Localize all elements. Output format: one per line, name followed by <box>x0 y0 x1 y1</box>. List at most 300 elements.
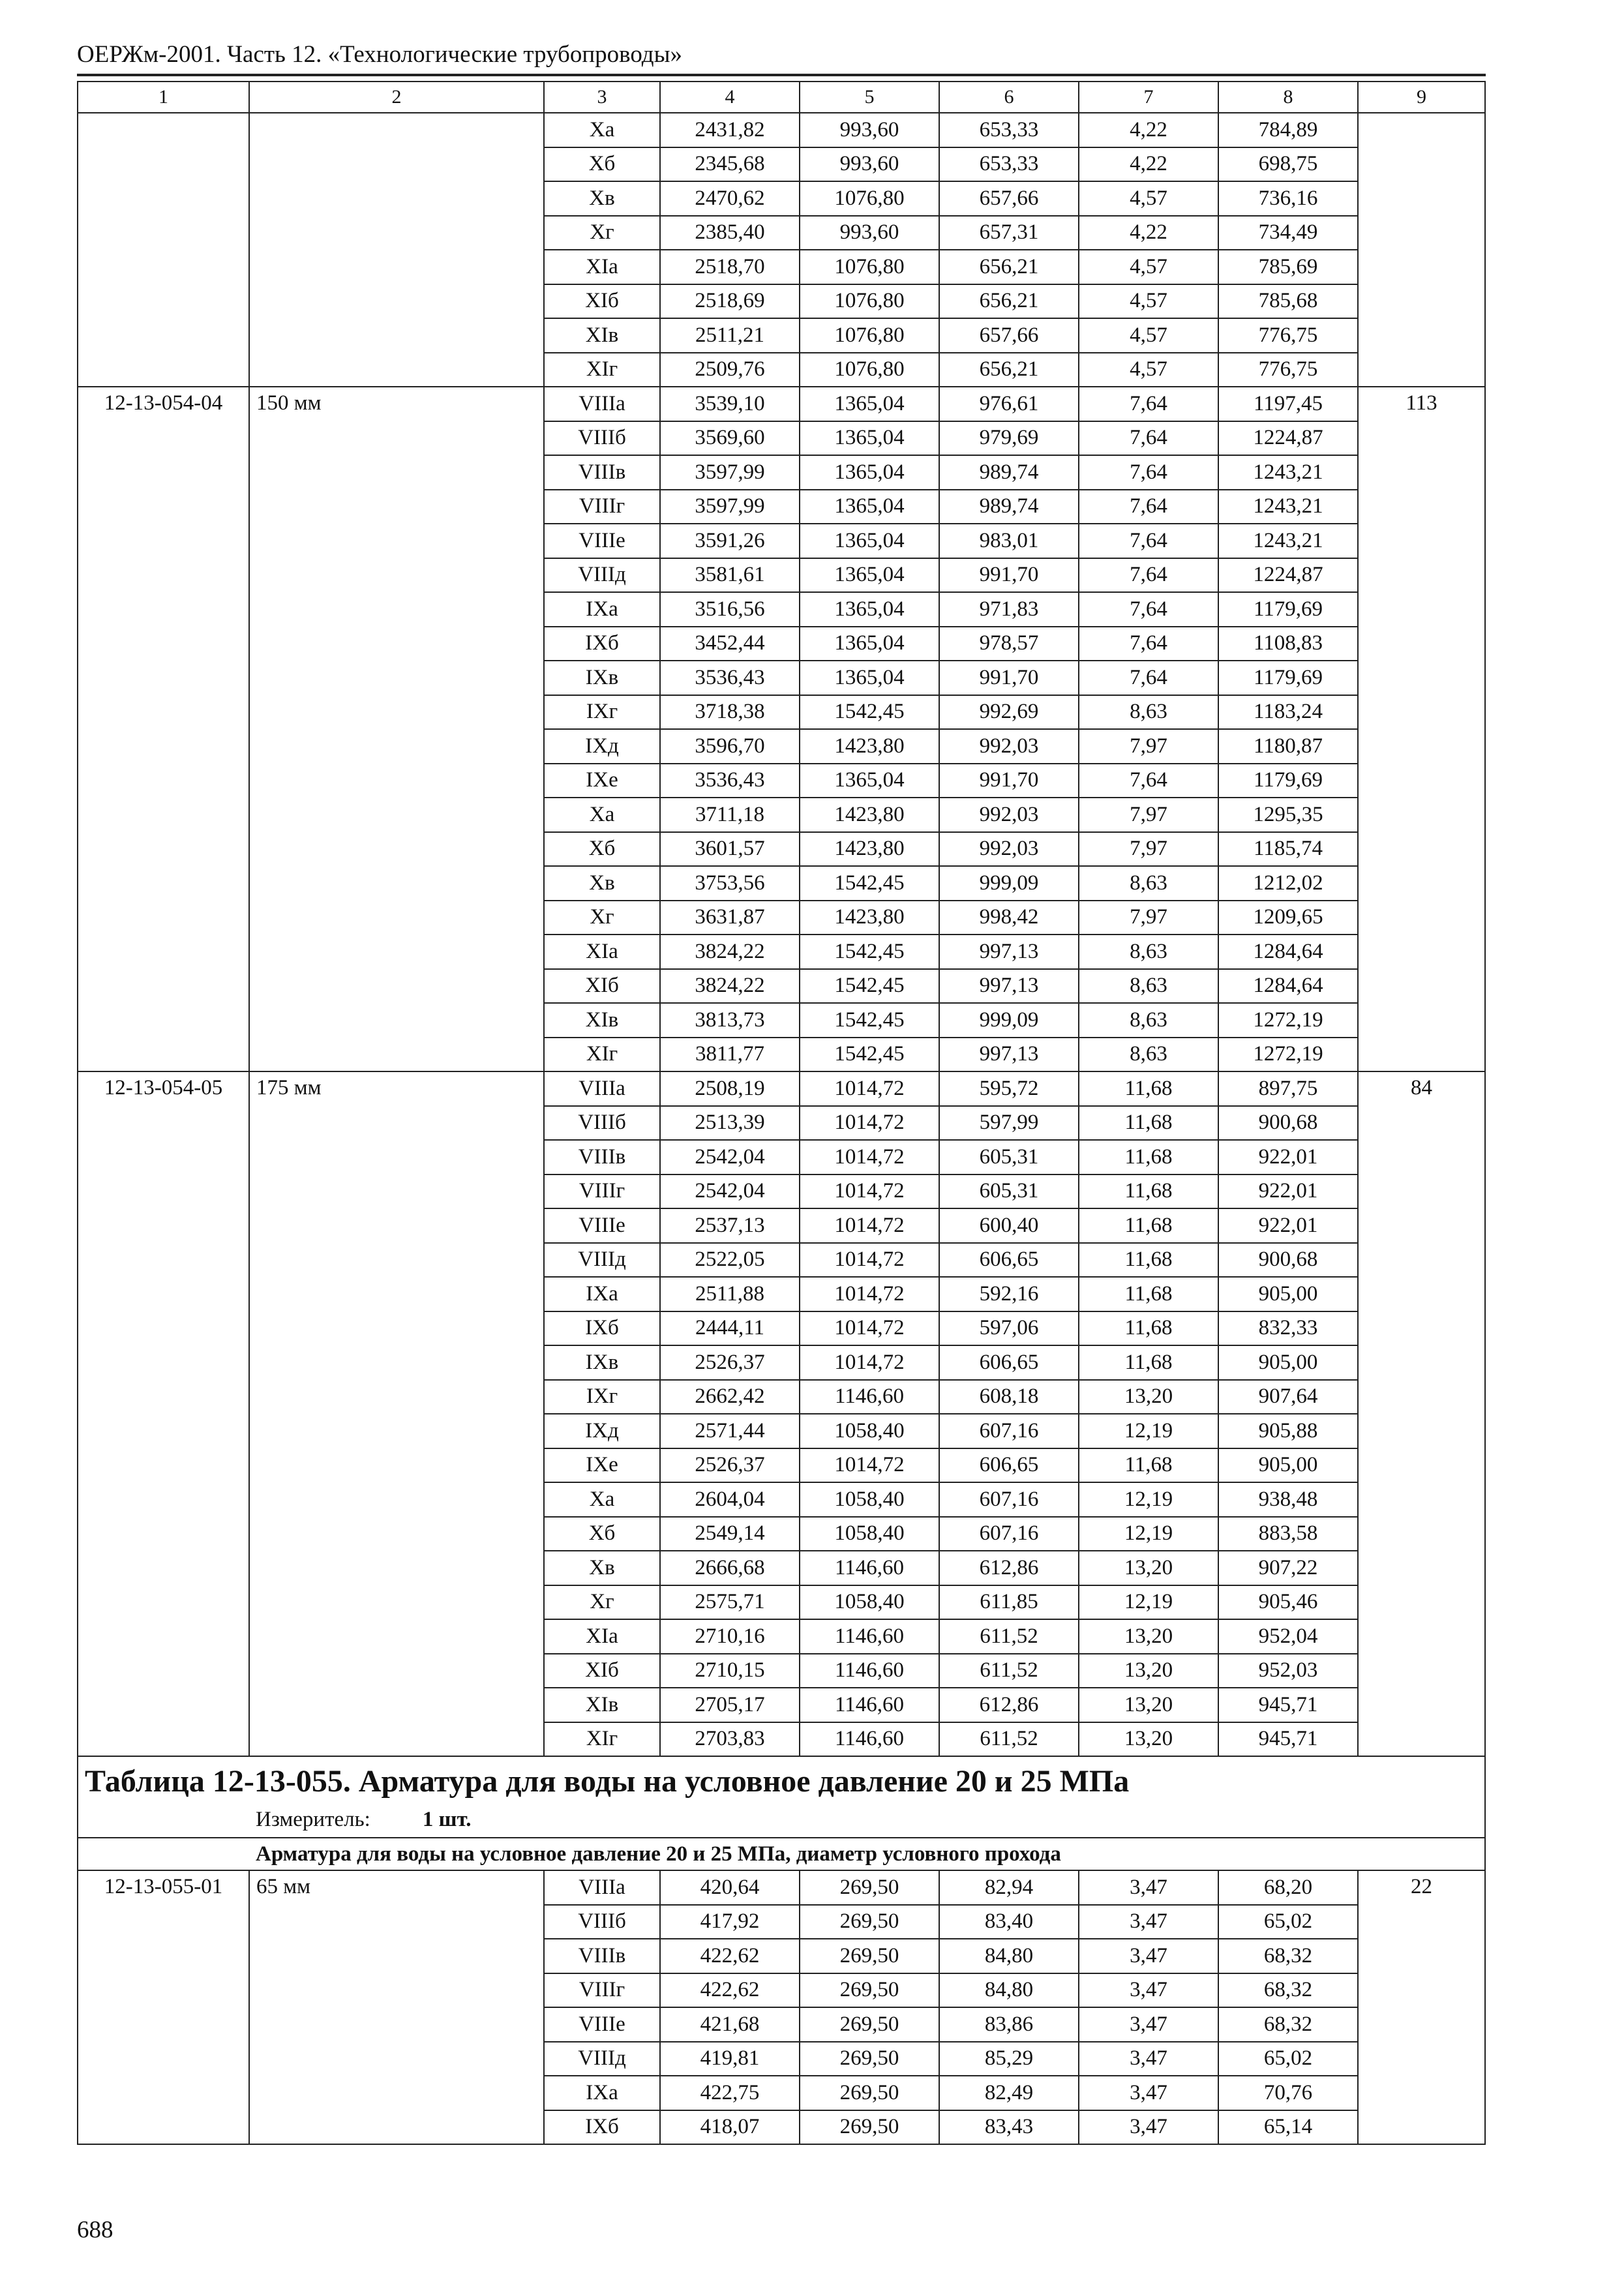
zone-cell: IXб <box>544 2110 660 2145</box>
rates-table <box>77 81 1486 2145</box>
value-cell: 11,68 <box>1079 1243 1218 1278</box>
value-cell: 7,64 <box>1079 592 1218 627</box>
value-cell: 1058,40 <box>800 1585 939 1620</box>
measure-label: Измеритель: <box>256 1808 370 1831</box>
column-number: 6 <box>939 82 1079 113</box>
value-cell: 85,29 <box>939 2042 1079 2076</box>
measure-value: 1 шт. <box>422 1808 472 1831</box>
rate-code: 12-13-054-05 <box>78 1071 249 1756</box>
value-cell: 611,52 <box>939 1619 1079 1654</box>
value-cell: 422,75 <box>660 2076 800 2110</box>
value-cell: 7,64 <box>1079 627 1218 661</box>
value-cell: 3539,10 <box>660 387 800 421</box>
value-cell: 1272,19 <box>1218 1038 1358 1072</box>
value-cell: 7,64 <box>1079 661 1218 695</box>
value-cell: 922,01 <box>1218 1174 1358 1209</box>
value-cell: 2662,42 <box>660 1380 800 1414</box>
page-header-title: ОЕРЖм-2001. Часть 12. «Технологические трубопроводы» <box>77 41 682 68</box>
value-cell: 8,63 <box>1079 866 1218 901</box>
zone-cell: XIб <box>544 969 660 1004</box>
value-cell: 1076,80 <box>800 181 939 216</box>
value-cell: 897,75 <box>1218 1071 1358 1106</box>
value-cell: 2511,21 <box>660 318 800 353</box>
value-cell: 989,74 <box>939 455 1079 490</box>
zone-cell: XIг <box>544 353 660 387</box>
zone-cell: Xг <box>544 901 660 935</box>
zone-cell: IXб <box>544 1311 660 1346</box>
value-cell: 945,71 <box>1218 1688 1358 1722</box>
zone-cell: Xб <box>544 147 660 182</box>
value-cell: 3711,18 <box>660 798 800 832</box>
value-cell: 922,01 <box>1218 1208 1358 1243</box>
zone-cell: Xв <box>544 1551 660 1585</box>
value-cell: 13,20 <box>1079 1551 1218 1585</box>
value-cell: 997,13 <box>939 1038 1079 1072</box>
value-cell: 82,94 <box>939 1870 1079 1905</box>
value-cell: 7,64 <box>1079 455 1218 490</box>
value-cell: 4,22 <box>1079 147 1218 182</box>
value-cell: 1180,87 <box>1218 729 1358 764</box>
value-cell: 11,68 <box>1079 1208 1218 1243</box>
value-cell: 2542,04 <box>660 1174 800 1209</box>
value-cell: 3,47 <box>1079 1939 1218 1973</box>
value-cell: 2511,88 <box>660 1277 800 1311</box>
value-cell: 1542,45 <box>800 969 939 1004</box>
value-cell: 2522,05 <box>660 1243 800 1278</box>
value-cell: 13,20 <box>1079 1688 1218 1722</box>
value-cell: 84,80 <box>939 1973 1079 2008</box>
zone-cell: Xб <box>544 832 660 867</box>
value-cell: 422,62 <box>660 1973 800 2008</box>
table-row <box>78 387 1485 421</box>
column-number: 8 <box>1218 82 1358 113</box>
value-cell: 2537,13 <box>660 1208 800 1243</box>
value-cell: 2470,62 <box>660 181 800 216</box>
column-9-value <box>1358 113 1485 387</box>
value-cell: 2542,04 <box>660 1140 800 1174</box>
zone-cell: XIг <box>544 1722 660 1757</box>
value-cell: 8,63 <box>1079 969 1218 1004</box>
value-cell: 2705,17 <box>660 1688 800 1722</box>
zone-cell: Xг <box>544 1585 660 1620</box>
value-cell: 978,57 <box>939 627 1079 661</box>
value-cell: 993,60 <box>800 147 939 182</box>
value-cell: 1108,83 <box>1218 627 1358 661</box>
value-cell: 611,52 <box>939 1722 1079 1757</box>
value-cell: 1146,60 <box>800 1551 939 1585</box>
value-cell: 605,31 <box>939 1174 1079 1209</box>
value-cell: 11,68 <box>1079 1311 1218 1346</box>
value-cell: 698,75 <box>1218 147 1358 182</box>
zone-cell: VIIIв <box>544 1140 660 1174</box>
value-cell: 992,03 <box>939 798 1079 832</box>
table-title-row <box>78 1756 1485 1838</box>
nominal-diameter: 65 мм <box>249 1870 544 2144</box>
value-cell: 900,68 <box>1218 1243 1358 1278</box>
table-row <box>78 113 1485 147</box>
value-cell: 607,16 <box>939 1482 1079 1517</box>
value-cell: 1423,80 <box>800 832 939 867</box>
value-cell: 7,64 <box>1079 764 1218 798</box>
value-cell: 1146,60 <box>800 1619 939 1654</box>
value-cell: 1076,80 <box>800 250 939 284</box>
value-cell: 7,64 <box>1079 421 1218 456</box>
value-cell: 605,31 <box>939 1140 1079 1174</box>
zone-cell: VIIIa <box>544 1071 660 1106</box>
zone-cell: VIIIe <box>544 524 660 558</box>
value-cell: 4,57 <box>1079 353 1218 387</box>
nominal-diameter: 150 мм <box>249 387 544 1071</box>
value-cell: 1146,60 <box>800 1688 939 1722</box>
zone-cell: XIa <box>544 250 660 284</box>
value-cell: 607,16 <box>939 1517 1079 1551</box>
value-cell: 3,47 <box>1079 1973 1218 2008</box>
value-cell: 1423,80 <box>800 798 939 832</box>
value-cell: 4,57 <box>1079 318 1218 353</box>
zone-cell: Xa <box>544 113 660 147</box>
value-cell: 1058,40 <box>800 1414 939 1448</box>
zone-cell: VIIIe <box>544 2007 660 2042</box>
value-cell: 2509,76 <box>660 353 800 387</box>
value-cell: 1179,69 <box>1218 661 1358 695</box>
column-number: 2 <box>249 82 544 113</box>
value-cell: 785,69 <box>1218 250 1358 284</box>
value-cell: 611,52 <box>939 1654 1079 1688</box>
zone-cell: XIв <box>544 1688 660 1722</box>
value-cell: 2385,40 <box>660 216 800 250</box>
value-cell: 421,68 <box>660 2007 800 2042</box>
value-cell: 976,61 <box>939 387 1079 421</box>
value-cell: 12,19 <box>1079 1482 1218 1517</box>
value-cell: 68,20 <box>1218 1870 1358 1905</box>
value-cell: 883,58 <box>1218 1517 1358 1551</box>
zone-cell: IXг <box>544 695 660 730</box>
zone-cell: VIIIд <box>544 1243 660 1278</box>
value-cell: 1284,64 <box>1218 935 1358 969</box>
zone-cell: IXa <box>544 592 660 627</box>
value-cell: 3581,61 <box>660 558 800 593</box>
value-cell: 595,72 <box>939 1071 1079 1106</box>
value-cell: 1542,45 <box>800 1038 939 1072</box>
value-cell: 3,47 <box>1079 2007 1218 2042</box>
value-cell: 983,01 <box>939 524 1079 558</box>
value-cell: 784,89 <box>1218 113 1358 147</box>
value-cell: 4,57 <box>1079 181 1218 216</box>
zone-cell: VIIIe <box>544 1208 660 1243</box>
value-cell: 1295,35 <box>1218 798 1358 832</box>
value-cell: 1014,72 <box>800 1071 939 1106</box>
value-cell: 991,70 <box>939 558 1079 593</box>
value-cell: 3718,38 <box>660 695 800 730</box>
value-cell: 83,40 <box>939 1905 1079 1939</box>
header-rule <box>77 74 1486 76</box>
zone-cell: IXe <box>544 1448 660 1483</box>
value-cell: 907,64 <box>1218 1380 1358 1414</box>
table-title-cell <box>78 1756 1485 1838</box>
value-cell: 11,68 <box>1079 1140 1218 1174</box>
value-cell: 83,43 <box>939 2110 1079 2145</box>
zone-cell: Xг <box>544 216 660 250</box>
value-cell: 612,86 <box>939 1688 1079 1722</box>
column-9-value: 22 <box>1358 1870 1485 2144</box>
value-cell: 1014,72 <box>800 1345 939 1380</box>
value-cell: 11,68 <box>1079 1277 1218 1311</box>
value-cell: 592,16 <box>939 1277 1079 1311</box>
value-cell: 269,50 <box>800 2076 939 2110</box>
zone-cell: IXв <box>544 1345 660 1380</box>
value-cell: 70,76 <box>1218 2076 1358 2110</box>
column-number: 9 <box>1358 82 1485 113</box>
value-cell: 269,50 <box>800 1870 939 1905</box>
zone-cell: Xв <box>544 866 660 901</box>
value-cell: 832,33 <box>1218 1311 1358 1346</box>
value-cell: 12,19 <box>1079 1414 1218 1448</box>
value-cell: 11,68 <box>1079 1071 1218 1106</box>
value-cell: 7,97 <box>1079 729 1218 764</box>
measure-line <box>85 1809 1478 1831</box>
value-cell: 1365,04 <box>800 490 939 524</box>
value-cell: 68,32 <box>1218 1939 1358 1973</box>
value-cell: 734,49 <box>1218 216 1358 250</box>
value-cell: 269,50 <box>800 1905 939 1939</box>
value-cell: 657,31 <box>939 216 1079 250</box>
subheading-row <box>78 1838 1485 1870</box>
table-subheading: Арматура для воды на условное давление 20 и 25 МПа, диаметр условного прохода <box>78 1838 1485 1870</box>
zone-cell: VIIIв <box>544 1939 660 1973</box>
column-number: 1 <box>78 82 249 113</box>
value-cell: 4,22 <box>1079 216 1218 250</box>
value-cell: 422,62 <box>660 1939 800 1973</box>
value-cell: 3597,99 <box>660 455 800 490</box>
rate-code <box>78 113 249 387</box>
value-cell: 12,19 <box>1079 1585 1218 1620</box>
value-cell: 4,57 <box>1079 284 1218 319</box>
value-cell: 1197,45 <box>1218 387 1358 421</box>
value-cell: 612,86 <box>939 1551 1079 1585</box>
zone-cell: IXб <box>544 627 660 661</box>
value-cell: 7,64 <box>1079 558 1218 593</box>
zone-cell: VIIIб <box>544 1905 660 1939</box>
value-cell: 3,47 <box>1079 2076 1218 2110</box>
table-body-054 <box>78 82 1485 1756</box>
value-cell: 1365,04 <box>800 558 939 593</box>
value-cell: 1365,04 <box>800 455 939 490</box>
zone-cell: IXд <box>544 729 660 764</box>
value-cell: 997,13 <box>939 935 1079 969</box>
value-cell: 597,99 <box>939 1106 1079 1141</box>
column-9-value: 84 <box>1358 1071 1485 1756</box>
value-cell: 65,02 <box>1218 2042 1358 2076</box>
value-cell: 83,86 <box>939 2007 1079 2042</box>
value-cell: 597,06 <box>939 1311 1079 1346</box>
value-cell: 1284,64 <box>1218 969 1358 1004</box>
value-cell: 2710,15 <box>660 1654 800 1688</box>
value-cell: 1243,21 <box>1218 524 1358 558</box>
table-body-055 <box>78 1870 1485 2144</box>
value-cell: 8,63 <box>1079 695 1218 730</box>
value-cell: 2604,04 <box>660 1482 800 1517</box>
value-cell: 1185,74 <box>1218 832 1358 867</box>
zone-cell: VIIIб <box>544 421 660 456</box>
value-cell: 11,68 <box>1079 1174 1218 1209</box>
value-cell: 3601,57 <box>660 832 800 867</box>
zone-cell: VIIIд <box>544 2042 660 2076</box>
value-cell: 3591,26 <box>660 524 800 558</box>
value-cell: 1365,04 <box>800 764 939 798</box>
value-cell: 4,22 <box>1079 113 1218 147</box>
value-cell: 2549,14 <box>660 1517 800 1551</box>
value-cell: 653,33 <box>939 113 1079 147</box>
value-cell: 991,70 <box>939 661 1079 695</box>
zone-cell: IXa <box>544 1277 660 1311</box>
value-cell: 12,19 <box>1079 1517 1218 1551</box>
zone-cell: IXг <box>544 1380 660 1414</box>
column-number-row <box>78 82 1485 113</box>
value-cell: 999,09 <box>939 866 1079 901</box>
value-cell: 65,14 <box>1218 2110 1358 2145</box>
value-cell: 657,66 <box>939 318 1079 353</box>
value-cell: 7,64 <box>1079 490 1218 524</box>
value-cell: 13,20 <box>1079 1654 1218 1688</box>
value-cell: 3536,43 <box>660 764 800 798</box>
zone-cell: IXe <box>544 764 660 798</box>
value-cell: 1423,80 <box>800 901 939 935</box>
value-cell: 999,09 <box>939 1003 1079 1038</box>
value-cell: 3753,56 <box>660 866 800 901</box>
value-cell: 656,21 <box>939 284 1079 319</box>
value-cell: 1542,45 <box>800 866 939 901</box>
value-cell: 606,65 <box>939 1448 1079 1483</box>
value-cell: 905,00 <box>1218 1277 1358 1311</box>
zone-cell: VIIIд <box>544 558 660 593</box>
value-cell: 420,64 <box>660 1870 800 1905</box>
zone-cell: XIв <box>544 318 660 353</box>
zone-cell: Xa <box>544 1482 660 1517</box>
value-cell: 606,65 <box>939 1345 1079 1380</box>
value-cell: 3811,77 <box>660 1038 800 1072</box>
zone-cell: VIIIa <box>544 387 660 421</box>
column-9-value: 113 <box>1358 387 1485 1071</box>
value-cell: 2571,44 <box>660 1414 800 1448</box>
value-cell: 607,16 <box>939 1414 1079 1448</box>
value-cell: 2703,83 <box>660 1722 800 1757</box>
value-cell: 905,46 <box>1218 1585 1358 1620</box>
zone-cell: XIa <box>544 935 660 969</box>
nominal-diameter: 175 мм <box>249 1071 544 1756</box>
zone-cell: Xв <box>544 181 660 216</box>
value-cell: 8,63 <box>1079 1038 1218 1072</box>
value-cell: 1014,72 <box>800 1243 939 1278</box>
column-number: 5 <box>800 82 939 113</box>
zone-cell: IXв <box>544 661 660 695</box>
value-cell: 1243,21 <box>1218 490 1358 524</box>
value-cell: 2575,71 <box>660 1585 800 1620</box>
value-cell: 3813,73 <box>660 1003 800 1038</box>
value-cell: 952,03 <box>1218 1654 1358 1688</box>
value-cell: 1365,04 <box>800 421 939 456</box>
value-cell: 1014,72 <box>800 1208 939 1243</box>
value-cell: 2513,39 <box>660 1106 800 1141</box>
value-cell: 600,40 <box>939 1208 1079 1243</box>
page-number: 688 <box>77 2217 113 2243</box>
value-cell: 736,16 <box>1218 181 1358 216</box>
value-cell: 1014,72 <box>800 1277 939 1311</box>
value-cell: 907,22 <box>1218 1551 1358 1585</box>
value-cell: 2345,68 <box>660 147 800 182</box>
value-cell: 1542,45 <box>800 1003 939 1038</box>
value-cell: 657,66 <box>939 181 1079 216</box>
value-cell: 656,21 <box>939 353 1079 387</box>
value-cell: 611,85 <box>939 1585 1079 1620</box>
value-cell: 1183,24 <box>1218 695 1358 730</box>
value-cell: 7,64 <box>1079 524 1218 558</box>
value-cell: 3,47 <box>1079 1905 1218 1939</box>
value-cell: 2526,37 <box>660 1345 800 1380</box>
value-cell: 1058,40 <box>800 1482 939 1517</box>
value-cell: 2666,68 <box>660 1551 800 1585</box>
zone-cell: XIa <box>544 1619 660 1654</box>
value-cell: 3596,70 <box>660 729 800 764</box>
value-cell: 1542,45 <box>800 695 939 730</box>
value-cell: 269,50 <box>800 2110 939 2145</box>
value-cell: 1076,80 <box>800 353 939 387</box>
value-cell: 3824,22 <box>660 935 800 969</box>
value-cell: 656,21 <box>939 250 1079 284</box>
value-cell: 1146,60 <box>800 1654 939 1688</box>
value-cell: 1365,04 <box>800 592 939 627</box>
value-cell: 1272,19 <box>1218 1003 1358 1038</box>
value-cell: 905,00 <box>1218 1448 1358 1483</box>
value-cell: 989,74 <box>939 490 1079 524</box>
value-cell: 905,00 <box>1218 1345 1358 1380</box>
zone-cell: VIIIг <box>544 1174 660 1209</box>
zone-cell: XIб <box>544 284 660 319</box>
value-cell: 419,81 <box>660 2042 800 2076</box>
zone-cell: XIб <box>544 1654 660 1688</box>
value-cell: 1014,72 <box>800 1140 939 1174</box>
value-cell: 776,75 <box>1218 318 1358 353</box>
zone-cell: VIIIг <box>544 1973 660 2008</box>
value-cell: 1076,80 <box>800 284 939 319</box>
value-cell: 1058,40 <box>800 1517 939 1551</box>
zone-cell: Xб <box>544 1517 660 1551</box>
value-cell: 7,97 <box>1079 901 1218 935</box>
value-cell: 945,71 <box>1218 1722 1358 1757</box>
value-cell: 11,68 <box>1079 1448 1218 1483</box>
column-number: 4 <box>660 82 800 113</box>
rate-code: 12-13-054-04 <box>78 387 249 1071</box>
value-cell: 8,63 <box>1079 1003 1218 1038</box>
value-cell: 82,49 <box>939 2076 1079 2110</box>
value-cell: 991,70 <box>939 764 1079 798</box>
value-cell: 7,97 <box>1079 798 1218 832</box>
value-cell: 13,20 <box>1079 1722 1218 1757</box>
value-cell: 1243,21 <box>1218 455 1358 490</box>
value-cell: 993,60 <box>800 113 939 147</box>
value-cell: 3,47 <box>1079 2110 1218 2145</box>
value-cell: 3631,87 <box>660 901 800 935</box>
value-cell: 7,97 <box>1079 832 1218 867</box>
value-cell: 4,57 <box>1079 250 1218 284</box>
value-cell: 1423,80 <box>800 729 939 764</box>
value-cell: 7,64 <box>1079 387 1218 421</box>
value-cell: 997,13 <box>939 969 1079 1004</box>
value-cell: 1365,04 <box>800 661 939 695</box>
value-cell: 952,04 <box>1218 1619 1358 1654</box>
value-cell: 993,60 <box>800 216 939 250</box>
value-cell: 1179,69 <box>1218 764 1358 798</box>
value-cell: 998,42 <box>939 901 1079 935</box>
